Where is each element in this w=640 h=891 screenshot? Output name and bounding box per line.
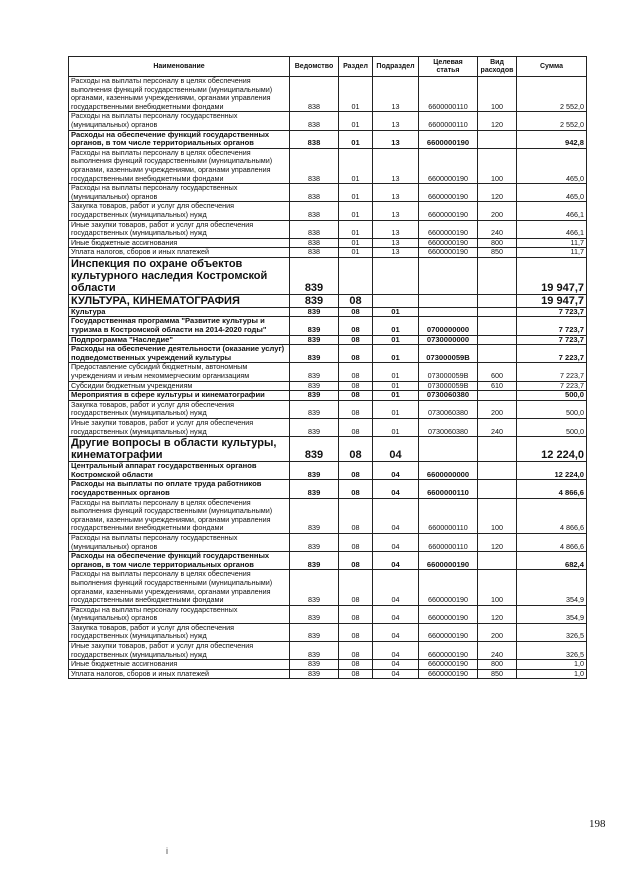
row-razdel: 01 <box>339 112 373 130</box>
row-vedomstvo: 839 <box>290 462 339 480</box>
row-target-article: 6600000190 <box>419 202 478 220</box>
row-vedomstvo: 838 <box>290 148 339 183</box>
table-row <box>69 112 587 130</box>
row-razdel: 08 <box>339 605 373 623</box>
row-target-article: 0730060380 <box>419 400 478 418</box>
row-expense-type: 850 <box>478 248 517 258</box>
row-vedomstvo: 839 <box>290 623 339 641</box>
row-razdel: 08 <box>339 419 373 437</box>
row-podrazdel: 01 <box>373 307 419 317</box>
table-row <box>69 437 587 462</box>
table-row <box>69 130 587 148</box>
row-expense-type <box>478 130 517 148</box>
row-sum: 12 224,0 <box>517 437 587 462</box>
row-sum: 500,0 <box>517 419 587 437</box>
row-target-article: 6600000190 <box>419 148 478 183</box>
row-podrazdel: 04 <box>373 669 419 679</box>
row-name: Закупка товаров, работ и услуг для обеспечения государственных (муниципальных) нужд <box>69 202 290 220</box>
row-target-article: 6600000110 <box>419 77 478 112</box>
row-target-article: 6600000190 <box>419 642 478 660</box>
row-name: Расходы на обеспечение функций государственных органов, в том числе территориальных органов <box>69 552 290 570</box>
row-sum: 466,1 <box>517 202 587 220</box>
table-row <box>69 345 587 363</box>
row-name: Расходы на выплаты персоналу в целях обеспечения выполнения функций государственными (муниципальными) органами, казенными учреждениями, органами управления государственными внебюджетными фондами <box>69 570 290 605</box>
row-sum: 4 866,6 <box>517 533 587 551</box>
row-podrazdel <box>373 257 419 294</box>
row-name: Подпрограмма "Наследие" <box>69 335 290 345</box>
table-row <box>69 669 587 679</box>
row-sum: 7 723,7 <box>517 317 587 335</box>
row-sum: 465,0 <box>517 148 587 183</box>
row-sum: 1,0 <box>517 660 587 670</box>
row-vedomstvo: 839 <box>290 317 339 335</box>
header-target-article: Целевая статья <box>419 57 478 77</box>
row-name: Расходы на выплаты по оплате труда работников государственных органов <box>69 480 290 498</box>
row-podrazdel: 04 <box>373 533 419 551</box>
row-podrazdel: 04 <box>373 552 419 570</box>
row-sum: 942,8 <box>517 130 587 148</box>
row-name: Предоставление субсидий бюджетным, автономным учреждениям и иным некоммерческим организациям <box>69 363 290 381</box>
budget-sheet <box>68 56 586 679</box>
row-vedomstvo: 839 <box>290 480 339 498</box>
row-podrazdel: 04 <box>373 660 419 670</box>
row-sum: 4 866,6 <box>517 498 587 533</box>
table-row <box>69 363 587 381</box>
row-expense-type <box>478 462 517 480</box>
row-sum: 1,0 <box>517 669 587 679</box>
row-name: Уплата налогов, сборов и иных платежей <box>69 248 290 258</box>
row-sum: 2 552,0 <box>517 112 587 130</box>
row-expense-type <box>478 552 517 570</box>
row-sum: 7 723,7 <box>517 335 587 345</box>
header-razdel: Раздел <box>339 57 373 77</box>
row-target-article: 6600000110 <box>419 533 478 551</box>
row-razdel: 08 <box>339 400 373 418</box>
row-vedomstvo: 838 <box>290 77 339 112</box>
row-razdel: 01 <box>339 148 373 183</box>
row-target-article: 6600000190 <box>419 130 478 148</box>
row-razdel: 01 <box>339 248 373 258</box>
row-expense-type: 240 <box>478 220 517 238</box>
row-podrazdel: 04 <box>373 570 419 605</box>
row-vedomstvo: 839 <box>290 570 339 605</box>
row-name: КУЛЬТУРА, КИНЕМАТОГРАФИЯ <box>69 294 290 307</box>
row-expense-type: 200 <box>478 202 517 220</box>
row-razdel: 08 <box>339 345 373 363</box>
row-sum: 7 223,7 <box>517 345 587 363</box>
row-target-article: 6600000000 <box>419 462 478 480</box>
row-razdel: 01 <box>339 130 373 148</box>
row-name: Иные бюджетные ассигнования <box>69 238 290 248</box>
row-vedomstvo: 839 <box>290 335 339 345</box>
row-razdel: 08 <box>339 642 373 660</box>
row-podrazdel: 01 <box>373 335 419 345</box>
row-target-article: 0730060380 <box>419 419 478 437</box>
row-podrazdel: 04 <box>373 498 419 533</box>
row-target-article: 6600000110 <box>419 480 478 498</box>
row-vedomstvo: 838 <box>290 184 339 202</box>
row-razdel: 08 <box>339 437 373 462</box>
row-target-article: 0730000000 <box>419 335 478 345</box>
row-target-article <box>419 437 478 462</box>
table-row <box>69 77 587 112</box>
row-target-article: 6600000190 <box>419 660 478 670</box>
row-podrazdel: 01 <box>373 317 419 335</box>
row-sum: 7 723,7 <box>517 307 587 317</box>
row-razdel: 01 <box>339 220 373 238</box>
row-vedomstvo: 839 <box>290 345 339 363</box>
row-sum: 7 223,7 <box>517 381 587 391</box>
row-name: Инспекция по охране объектов культурного наследия Костромской области <box>69 257 290 294</box>
row-expense-type: 120 <box>478 112 517 130</box>
row-sum: 326,5 <box>517 623 587 641</box>
row-name: Иные бюджетные ассигнования <box>69 660 290 670</box>
table-row <box>69 552 587 570</box>
row-razdel: 08 <box>339 294 373 307</box>
row-podrazdel: 01 <box>373 391 419 401</box>
row-expense-type: 120 <box>478 533 517 551</box>
row-razdel: 01 <box>339 238 373 248</box>
row-name: Государственная программа "Развитие культуры и туризма в Костромской области на 2014-2020 годы" <box>69 317 290 335</box>
row-vedomstvo: 839 <box>290 400 339 418</box>
row-name: Иные закупки товаров, работ и услуг для обеспечения государственных (муниципальных) нужд <box>69 642 290 660</box>
row-vedomstvo: 839 <box>290 669 339 679</box>
row-sum: 500,0 <box>517 391 587 401</box>
row-expense-type: 240 <box>478 642 517 660</box>
table-row <box>69 533 587 551</box>
row-podrazdel: 13 <box>373 248 419 258</box>
table-row <box>69 248 587 258</box>
row-target-article: 6600000190 <box>419 669 478 679</box>
row-name: Закупка товаров, работ и услуг для обеспечения государственных (муниципальных) нужд <box>69 400 290 418</box>
row-name: Расходы на выплаты персоналу государственных (муниципальных) органов <box>69 605 290 623</box>
row-target-article: 6600000110 <box>419 112 478 130</box>
page-number: 198 <box>589 818 606 830</box>
row-name: Расходы на выплаты персоналу государственных (муниципальных) органов <box>69 112 290 130</box>
row-expense-type: 610 <box>478 381 517 391</box>
row-target-article: 6600000190 <box>419 552 478 570</box>
row-target-article <box>419 294 478 307</box>
row-podrazdel: 13 <box>373 238 419 248</box>
row-razdel: 08 <box>339 307 373 317</box>
row-target-article: 6600000190 <box>419 570 478 605</box>
header-expense-type: Вид расходов <box>478 57 517 77</box>
row-expense-type: 600 <box>478 363 517 381</box>
row-name: Расходы на обеспечение функций государственных органов, в том числе территориальных органов <box>69 130 290 148</box>
row-podrazdel: 13 <box>373 130 419 148</box>
row-vedomstvo: 839 <box>290 437 339 462</box>
row-name: Закупка товаров, работ и услуг для обеспечения государственных (муниципальных) нужд <box>69 623 290 641</box>
row-expense-type: 800 <box>478 660 517 670</box>
table-row <box>69 294 587 307</box>
row-expense-type <box>478 345 517 363</box>
header-sum: Сумма <box>517 57 587 77</box>
row-target-article: 073000059В <box>419 363 478 381</box>
header-podrazdel: Подраздел <box>373 57 419 77</box>
row-target-article: 0700000000 <box>419 317 478 335</box>
row-expense-type <box>478 391 517 401</box>
row-expense-type <box>478 257 517 294</box>
table-body <box>69 77 587 679</box>
row-vedomstvo: 839 <box>290 257 339 294</box>
row-sum: 4 866,6 <box>517 480 587 498</box>
row-target-article: 6600000190 <box>419 220 478 238</box>
row-podrazdel: 01 <box>373 345 419 363</box>
table-row <box>69 148 587 183</box>
table-row <box>69 220 587 238</box>
row-sum: 354,9 <box>517 570 587 605</box>
row-vedomstvo: 839 <box>290 605 339 623</box>
row-razdel: 08 <box>339 669 373 679</box>
row-sum: 326,5 <box>517 642 587 660</box>
header-vedomstvo: Ведомство <box>290 57 339 77</box>
row-expense-type <box>478 437 517 462</box>
row-podrazdel: 04 <box>373 437 419 462</box>
row-target-article: 6600000110 <box>419 498 478 533</box>
row-expense-type <box>478 317 517 335</box>
row-razdel: 08 <box>339 462 373 480</box>
row-expense-type: 200 <box>478 400 517 418</box>
row-vedomstvo: 839 <box>290 498 339 533</box>
row-name: Расходы на обеспечение деятельности (оказание услуг) подведомственных учреждений культуры <box>69 345 290 363</box>
row-target-article: 6600000190 <box>419 605 478 623</box>
stray-mark: i <box>166 846 168 856</box>
row-sum: 7 223,7 <box>517 363 587 381</box>
row-vedomstvo: 839 <box>290 363 339 381</box>
row-vedomstvo: 839 <box>290 660 339 670</box>
row-expense-type: 120 <box>478 184 517 202</box>
row-expense-type: 100 <box>478 498 517 533</box>
row-name: Субсидии бюджетным учреждениям <box>69 381 290 391</box>
row-name: Иные закупки товаров, работ и услуг для обеспечения государственных (муниципальных) нужд <box>69 220 290 238</box>
table-row <box>69 317 587 335</box>
row-razdel: 08 <box>339 381 373 391</box>
row-expense-type <box>478 335 517 345</box>
row-sum: 11,7 <box>517 248 587 258</box>
row-podrazdel: 04 <box>373 462 419 480</box>
row-sum: 19 947,7 <box>517 257 587 294</box>
row-name: Центральный аппарат государственных органов Костромской области <box>69 462 290 480</box>
row-target-article <box>419 257 478 294</box>
table-row <box>69 498 587 533</box>
row-podrazdel: 04 <box>373 623 419 641</box>
row-sum: 500,0 <box>517 400 587 418</box>
row-podrazdel: 01 <box>373 381 419 391</box>
row-razdel: 08 <box>339 498 373 533</box>
row-podrazdel: 04 <box>373 642 419 660</box>
row-vedomstvo: 838 <box>290 248 339 258</box>
table-row <box>69 462 587 480</box>
row-sum: 11,7 <box>517 238 587 248</box>
row-name: Иные закупки товаров, работ и услуг для обеспечения государственных (муниципальных) нужд <box>69 419 290 437</box>
row-name: Мероприятия в сфере культуры и кинематографии <box>69 391 290 401</box>
row-name: Культура <box>69 307 290 317</box>
row-vedomstvo: 838 <box>290 220 339 238</box>
row-expense-type <box>478 480 517 498</box>
row-expense-type: 100 <box>478 570 517 605</box>
table-row <box>69 642 587 660</box>
table-row <box>69 419 587 437</box>
row-podrazdel: 13 <box>373 112 419 130</box>
row-razdel: 01 <box>339 184 373 202</box>
table-row <box>69 238 587 248</box>
row-podrazdel: 13 <box>373 202 419 220</box>
row-target-article: 073000059В <box>419 345 478 363</box>
row-target-article: 6600000190 <box>419 184 478 202</box>
row-expense-type: 200 <box>478 623 517 641</box>
header-name: Наименование <box>69 57 290 77</box>
row-target-article <box>419 307 478 317</box>
row-vedomstvo: 838 <box>290 238 339 248</box>
row-vedomstvo: 839 <box>290 533 339 551</box>
row-podrazdel: 13 <box>373 148 419 183</box>
row-name: Уплата налогов, сборов и иных платежей <box>69 669 290 679</box>
row-name: Другие вопросы в области культуры, кинематографии <box>69 437 290 462</box>
row-razdel: 08 <box>339 317 373 335</box>
row-expense-type: 850 <box>478 669 517 679</box>
row-razdel: 08 <box>339 335 373 345</box>
row-sum: 12 224,0 <box>517 462 587 480</box>
row-name: Расходы на выплаты персоналу государственных (муниципальных) органов <box>69 184 290 202</box>
row-razdel: 08 <box>339 480 373 498</box>
row-podrazdel: 04 <box>373 480 419 498</box>
row-vedomstvo: 838 <box>290 112 339 130</box>
row-target-article: 6600000190 <box>419 248 478 258</box>
row-sum: 354,9 <box>517 605 587 623</box>
table-row <box>69 400 587 418</box>
row-sum: 466,1 <box>517 220 587 238</box>
row-target-article: 6600000190 <box>419 623 478 641</box>
table-row <box>69 307 587 317</box>
table-row <box>69 184 587 202</box>
row-razdel: 08 <box>339 660 373 670</box>
row-podrazdel <box>373 294 419 307</box>
row-razdel: 08 <box>339 391 373 401</box>
row-podrazdel: 13 <box>373 77 419 112</box>
row-name: Расходы на выплаты персоналу государственных (муниципальных) органов <box>69 533 290 551</box>
row-vedomstvo: 839 <box>290 642 339 660</box>
row-expense-type: 800 <box>478 238 517 248</box>
table-row <box>69 660 587 670</box>
table-row <box>69 202 587 220</box>
table-row <box>69 605 587 623</box>
row-sum: 682,4 <box>517 552 587 570</box>
row-podrazdel: 01 <box>373 419 419 437</box>
row-expense-type <box>478 294 517 307</box>
table-row <box>69 257 587 294</box>
table-row <box>69 335 587 345</box>
table-row <box>69 623 587 641</box>
row-expense-type: 240 <box>478 419 517 437</box>
table-row <box>69 381 587 391</box>
budget-table <box>68 56 587 679</box>
row-vedomstvo: 839 <box>290 381 339 391</box>
table-header-row <box>69 57 587 77</box>
row-razdel: 08 <box>339 533 373 551</box>
row-podrazdel: 04 <box>373 605 419 623</box>
row-vedomstvo: 839 <box>290 294 339 307</box>
row-vedomstvo: 839 <box>290 307 339 317</box>
row-vedomstvo: 839 <box>290 419 339 437</box>
table-row <box>69 391 587 401</box>
row-podrazdel: 01 <box>373 400 419 418</box>
row-razdel: 01 <box>339 77 373 112</box>
row-expense-type: 100 <box>478 77 517 112</box>
row-vedomstvo: 839 <box>290 391 339 401</box>
row-expense-type: 120 <box>478 605 517 623</box>
row-razdel <box>339 257 373 294</box>
row-name: Расходы на выплаты персоналу в целях обеспечения выполнения функций государственными (муниципальными) органами, казенными учреждениями, органами управления государственными внебюджетными фондами <box>69 498 290 533</box>
row-sum: 2 552,0 <box>517 77 587 112</box>
row-vedomstvo: 838 <box>290 130 339 148</box>
row-expense-type: 100 <box>478 148 517 183</box>
row-target-article: 073000059В <box>419 381 478 391</box>
row-name: Расходы на выплаты персоналу в целях обеспечения выполнения функций государственными (муниципальными) органами, казенными учреждениями, органами управления государственными внебюджетными фондами <box>69 148 290 183</box>
row-razdel: 08 <box>339 623 373 641</box>
table-row <box>69 480 587 498</box>
row-podrazdel: 01 <box>373 363 419 381</box>
row-razdel: 08 <box>339 363 373 381</box>
row-vedomstvo: 838 <box>290 202 339 220</box>
row-razdel: 08 <box>339 570 373 605</box>
row-sum: 19 947,7 <box>517 294 587 307</box>
row-podrazdel: 13 <box>373 184 419 202</box>
row-razdel: 01 <box>339 202 373 220</box>
row-razdel: 08 <box>339 552 373 570</box>
row-target-article: 6600000190 <box>419 238 478 248</box>
row-sum: 465,0 <box>517 184 587 202</box>
row-target-article: 0730060380 <box>419 391 478 401</box>
row-expense-type <box>478 307 517 317</box>
row-podrazdel: 13 <box>373 220 419 238</box>
row-vedomstvo: 839 <box>290 552 339 570</box>
table-row <box>69 570 587 605</box>
row-name: Расходы на выплаты персоналу в целях обеспечения выполнения функций государственными (муниципальными) органами, казенными учреждениями, органами управления государственными внебюджетными фондами <box>69 77 290 112</box>
